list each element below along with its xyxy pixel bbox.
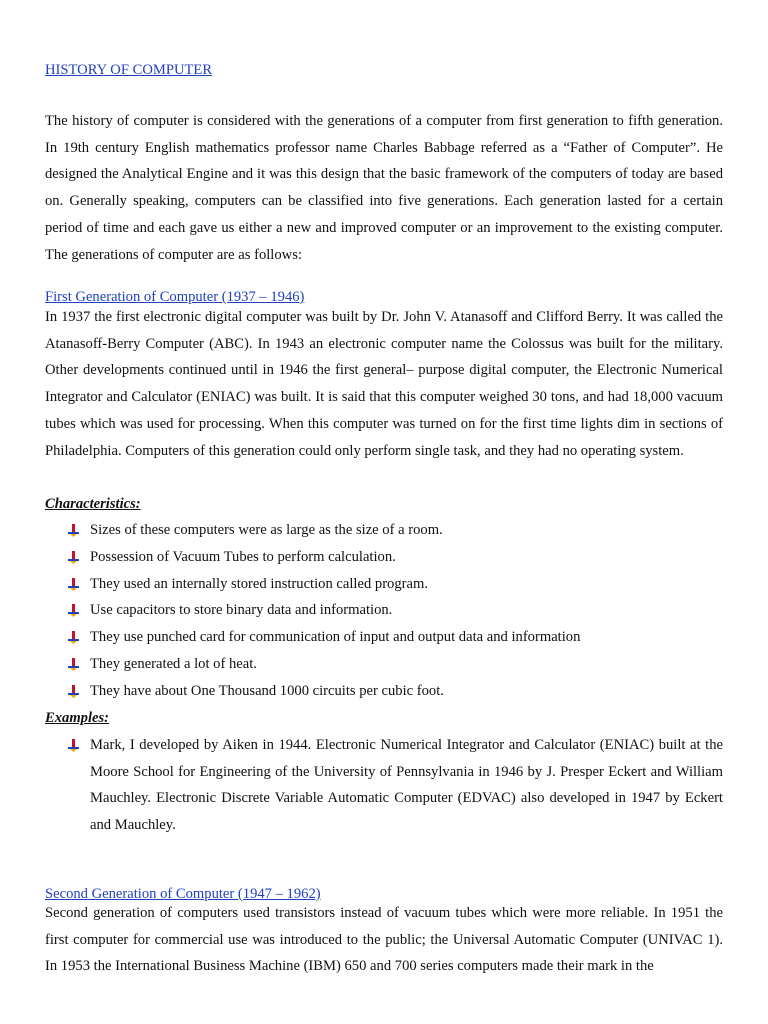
down-arrow-bullet-icon [67,739,80,752]
down-arrow-bullet-icon [67,631,80,644]
characteristic-text: Use capacitors to store binary data and information. [90,602,393,619]
down-arrow-bullet-icon [67,524,80,537]
characteristic-text: Sizes of these computers were as large as the size of a room. [90,522,443,538]
document-title: HISTORY OF COMPUTER [45,62,213,78]
second-generation-paragraph: Second generation of computers used transistors instead of vacuum tubes which were more reliable. In 1951 the first computer for commercial use was introduced to the public; the Universal Automatic Computer (UNIVAC 1). In 1953 the International Business Machine (IBM) 650 and 700 series computers made their mark in the [45,905,723,975]
down-arrow-bullet-icon [67,604,80,617]
characteristics-list [0,517,768,705]
down-arrow-bullet-icon [67,658,80,671]
example-text: Mark, I developed by Aiken in 1944. Electronic Numerical Integrator and Calculator (ENIAC) built at the Moore School for Engineering of the University of Pennsylvania in 1946 by J. Presper Eckert and William Mauchley. Electronic Discrete Variable Automatic Computer (EDVAC) also developed in 1947 by Eckert and Mauchley. [90,737,723,834]
examples-label: Examples: [45,710,110,726]
second-generation-heading: Second Generation of Computer (1947 – 1962) [45,886,321,902]
first-generation-paragraph: In 1937 the first electronic digital computer was built by Dr. John V. Atanasoff and Clifford Berry. It was called the Atanasoff-Berry Computer (ABC). In 1943 an electronic computer name the Colossus was built for the military. Other developments continued until in 1946 the first general– purpose digital computer, the Electronic Numerical Integrator and Calculator (ENIAC) was built. It is said that this computer weighed 30 tons, and had 18,000 vacuum tubes which was used for processing. When this computer was turned on for the first time lights dim in sections of Philadelphia. Computers of this generation could only perform single task, and they had no operating system. [45,309,723,459]
down-arrow-bullet-icon [67,551,80,564]
list-item [0,651,768,678]
down-arrow-bullet-icon [67,578,80,591]
characteristic-text: They have about One Thousand 1000 circuits per cubic foot. [90,682,444,699]
list-item [0,544,768,571]
intro-paragraph: The history of computer is considered with the generations of a computer from first generation to fifth generation. In 19th century English mathematics professor name Charles Babbage referred as a “Father of Computer”. He designed the Analytical Engine and it was this design that the basic framework of the computers of today are based on. Generally speaking, computers can be classified into five generations. Each generation lasted for a certain period of time and each gave us either a new and improved computer or an improvement to the existing computer. The generations of computer are as follows: [45,113,723,263]
list-item [0,571,768,598]
list-item [0,517,768,544]
list-item [0,597,768,624]
characteristic-text: They used an internally stored instruction called program. [90,575,428,592]
characteristic-text: They use punched card for communication of input and output data and information [90,629,581,646]
first-generation-heading: First Generation of Computer (1937 – 1946) [45,289,305,305]
list-item [0,624,768,651]
list-item [0,678,768,705]
characteristic-text: Possession of Vacuum Tubes to perform calculation. [90,548,396,565]
down-arrow-bullet-icon [67,685,80,698]
characteristic-text: They generated a lot of heat. [90,655,257,672]
characteristics-label: Characteristics: [45,496,141,512]
